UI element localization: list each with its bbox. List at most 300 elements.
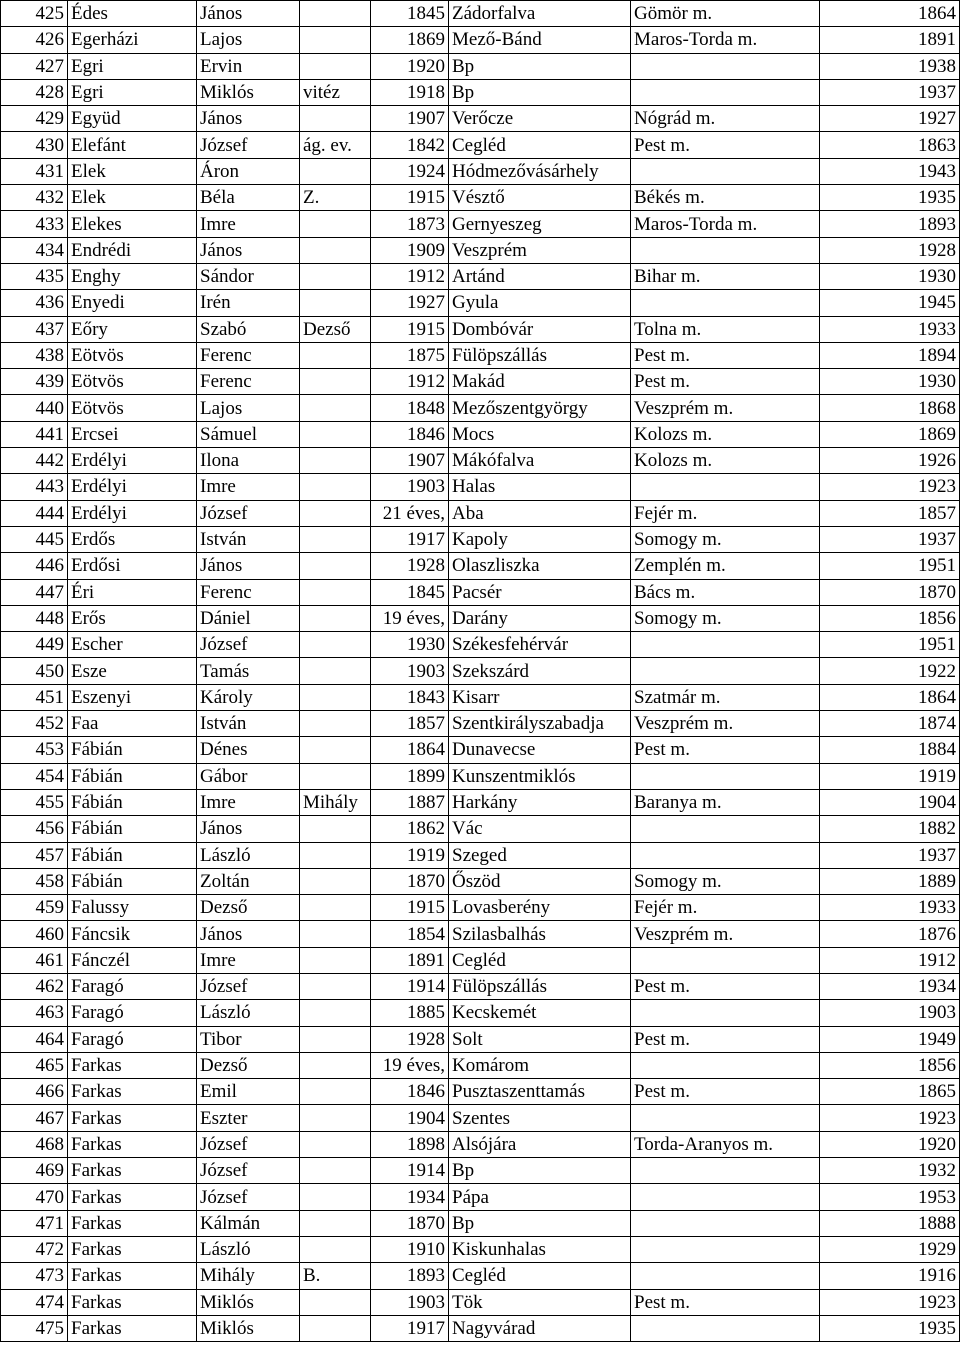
last-name-cell: Farkas: [68, 1289, 197, 1315]
entry-number-cell: 445: [1, 526, 68, 552]
birth-year-cell: 1845: [371, 1, 449, 27]
last-name-cell: Farkas: [68, 1236, 197, 1262]
table-row: [1, 684, 960, 710]
county-cell: Maros-Torda m.: [631, 27, 820, 53]
birth-place-cell: Bp: [449, 53, 631, 79]
birth-place-cell: Szentkirályszabadja: [449, 711, 631, 737]
birth-year-cell: 1912: [371, 369, 449, 395]
year-cell: 1889: [820, 868, 960, 894]
birth-place-cell: Kunszentmiklós: [449, 763, 631, 789]
birth-place-cell: Bp: [449, 1210, 631, 1236]
name-extra-cell: [300, 579, 371, 605]
name-extra-cell: [300, 553, 371, 579]
year-cell: 1891: [820, 27, 960, 53]
first-name-cell: Ilona: [197, 448, 300, 474]
county-cell: Fejér m.: [631, 500, 820, 526]
entry-number-cell: 454: [1, 763, 68, 789]
birth-year-cell: 1924: [371, 158, 449, 184]
name-extra-cell: [300, 106, 371, 132]
birth-place-cell: Szentes: [449, 1105, 631, 1131]
birth-place-cell: Cegléd: [449, 1263, 631, 1289]
year-cell: 1894: [820, 342, 960, 368]
last-name-cell: Elekes: [68, 211, 197, 237]
birth-year-cell: 1845: [371, 579, 449, 605]
birth-place-cell: Gernyeszeg: [449, 211, 631, 237]
birth-place-cell: Kecskemét: [449, 1000, 631, 1026]
name-extra-cell: [300, 290, 371, 316]
last-name-cell: Fábián: [68, 842, 197, 868]
name-extra-cell: ág. ev.: [300, 132, 371, 158]
birth-year-cell: 1918: [371, 79, 449, 105]
last-name-cell: Faragó: [68, 1026, 197, 1052]
name-extra-cell: [300, 816, 371, 842]
year-cell: 1865: [820, 1079, 960, 1105]
table-row: [1, 500, 960, 526]
last-name-cell: Eszenyi: [68, 684, 197, 710]
entry-number-cell: 461: [1, 947, 68, 973]
birth-year-cell: 1862: [371, 816, 449, 842]
first-name-cell: Imre: [197, 947, 300, 973]
birth-place-cell: Pápa: [449, 1184, 631, 1210]
county-cell: Pest m.: [631, 737, 820, 763]
birth-year-cell: 1873: [371, 211, 449, 237]
entry-number-cell: 426: [1, 27, 68, 53]
entry-number-cell: 436: [1, 290, 68, 316]
county-cell: Bihar m.: [631, 263, 820, 289]
first-name-cell: Imre: [197, 474, 300, 500]
table-row: [1, 106, 960, 132]
entry-number-cell: 433: [1, 211, 68, 237]
first-name-cell: Miklós: [197, 1289, 300, 1315]
entry-number-cell: 450: [1, 658, 68, 684]
table-row: [1, 290, 960, 316]
entry-number-cell: 466: [1, 1079, 68, 1105]
birth-place-cell: Kiskunhalas: [449, 1236, 631, 1262]
year-cell: 1869: [820, 421, 960, 447]
birth-year-cell: 1875: [371, 342, 449, 368]
birth-year-cell: 1846: [371, 421, 449, 447]
entry-number-cell: 463: [1, 1000, 68, 1026]
birth-place-cell: Fülöpszállás: [449, 342, 631, 368]
entry-number-cell: 438: [1, 342, 68, 368]
name-extra-cell: [300, 1184, 371, 1210]
name-extra-cell: B.: [300, 1263, 371, 1289]
birth-year-cell: 1930: [371, 632, 449, 658]
county-cell: [631, 1263, 820, 1289]
table-row: [1, 1210, 960, 1236]
name-extra-cell: [300, 1, 371, 27]
year-cell: 1923: [820, 474, 960, 500]
birth-year-cell: 1843: [371, 684, 449, 710]
first-name-cell: Dénes: [197, 737, 300, 763]
table-row: [1, 605, 960, 631]
last-name-cell: Escher: [68, 632, 197, 658]
county-cell: [631, 474, 820, 500]
name-extra-cell: [300, 868, 371, 894]
county-cell: [631, 658, 820, 684]
name-extra-cell: [300, 27, 371, 53]
birth-year-cell: 1854: [371, 921, 449, 947]
year-cell: 1945: [820, 290, 960, 316]
name-extra-cell: [300, 474, 371, 500]
last-name-cell: Esze: [68, 658, 197, 684]
entry-number-cell: 469: [1, 1158, 68, 1184]
last-name-cell: Eötvös: [68, 395, 197, 421]
first-name-cell: János: [197, 816, 300, 842]
last-name-cell: Erdélyi: [68, 448, 197, 474]
name-extra-cell: [300, 158, 371, 184]
first-name-cell: Károly: [197, 684, 300, 710]
last-name-cell: Eőry: [68, 316, 197, 342]
table-row: [1, 763, 960, 789]
birth-year-cell: 1887: [371, 789, 449, 815]
birth-place-cell: Kapoly: [449, 526, 631, 552]
first-name-cell: László: [197, 1236, 300, 1262]
county-cell: [631, 1315, 820, 1341]
entry-number-cell: 440: [1, 395, 68, 421]
name-extra-cell: [300, 842, 371, 868]
table-row: [1, 1263, 960, 1289]
birth-year-cell: 1898: [371, 1131, 449, 1157]
last-name-cell: Farkas: [68, 1052, 197, 1078]
table-row: [1, 737, 960, 763]
name-extra-cell: [300, 632, 371, 658]
entry-number-cell: 471: [1, 1210, 68, 1236]
last-name-cell: Enghy: [68, 263, 197, 289]
name-extra-cell: [300, 263, 371, 289]
name-extra-cell: Dezső: [300, 316, 371, 342]
name-extra-cell: [300, 947, 371, 973]
table-row: [1, 1184, 960, 1210]
birth-year-cell: 1920: [371, 53, 449, 79]
birth-year-cell: 1934: [371, 1184, 449, 1210]
last-name-cell: Erdélyi: [68, 474, 197, 500]
first-name-cell: Mihály: [197, 1263, 300, 1289]
table-row: [1, 1131, 960, 1157]
last-name-cell: Egerházi: [68, 27, 197, 53]
county-cell: [631, 632, 820, 658]
year-cell: 1951: [820, 553, 960, 579]
table-row: [1, 1052, 960, 1078]
birth-place-cell: Olaszliszka: [449, 553, 631, 579]
table-row: [1, 342, 960, 368]
year-cell: 1926: [820, 448, 960, 474]
first-name-cell: István: [197, 711, 300, 737]
table-row: [1, 1026, 960, 1052]
birth-year-cell: 1864: [371, 737, 449, 763]
table-row: [1, 711, 960, 737]
birth-year-cell: 1907: [371, 106, 449, 132]
county-cell: Somogy m.: [631, 868, 820, 894]
birth-year-cell: 1846: [371, 1079, 449, 1105]
county-cell: Pest m.: [631, 973, 820, 999]
entry-number-cell: 467: [1, 1105, 68, 1131]
table-row: [1, 895, 960, 921]
last-name-cell: Faragó: [68, 1000, 197, 1026]
first-name-cell: János: [197, 237, 300, 263]
county-cell: Békés m.: [631, 185, 820, 211]
birth-place-cell: Szilasbalhás: [449, 921, 631, 947]
first-name-cell: Emil: [197, 1079, 300, 1105]
name-extra-cell: [300, 1026, 371, 1052]
birth-year-cell: 1917: [371, 1315, 449, 1341]
last-name-cell: Elek: [68, 158, 197, 184]
table-row: [1, 395, 960, 421]
last-name-cell: Falussy: [68, 895, 197, 921]
birth-place-cell: Halas: [449, 474, 631, 500]
entry-number-cell: 430: [1, 132, 68, 158]
table-row: [1, 1, 960, 27]
county-cell: Veszprém m.: [631, 711, 820, 737]
entry-number-cell: 457: [1, 842, 68, 868]
year-cell: 1888: [820, 1210, 960, 1236]
name-extra-cell: [300, 1079, 371, 1105]
birth-year-cell: 1907: [371, 448, 449, 474]
year-cell: 1935: [820, 1315, 960, 1341]
entry-number-cell: 447: [1, 579, 68, 605]
birth-place-cell: Solt: [449, 1026, 631, 1052]
county-cell: Somogy m.: [631, 605, 820, 631]
table-row: [1, 185, 960, 211]
birth-year-cell: 1903: [371, 658, 449, 684]
name-extra-cell: [300, 1158, 371, 1184]
entry-number-cell: 446: [1, 553, 68, 579]
county-cell: Pest m.: [631, 342, 820, 368]
name-extra-cell: [300, 605, 371, 631]
name-extra-cell: [300, 1105, 371, 1131]
county-cell: [631, 763, 820, 789]
first-name-cell: Ferenc: [197, 369, 300, 395]
first-name-cell: Gábor: [197, 763, 300, 789]
year-cell: 1934: [820, 973, 960, 999]
last-name-cell: Fáncsik: [68, 921, 197, 947]
first-name-cell: János: [197, 106, 300, 132]
name-extra-cell: [300, 1210, 371, 1236]
county-cell: Somogy m.: [631, 526, 820, 552]
table-row: [1, 1158, 960, 1184]
last-name-cell: Farkas: [68, 1131, 197, 1157]
entry-number-cell: 449: [1, 632, 68, 658]
last-name-cell: Fábián: [68, 868, 197, 894]
year-cell: 1893: [820, 211, 960, 237]
entry-number-cell: 474: [1, 1289, 68, 1315]
birth-place-cell: Verőcze: [449, 106, 631, 132]
last-name-cell: Faa: [68, 711, 197, 737]
birth-year-cell: 19 éves,: [371, 1052, 449, 1078]
name-extra-cell: [300, 1131, 371, 1157]
name-extra-cell: [300, 1000, 371, 1026]
first-name-cell: József: [197, 1131, 300, 1157]
birth-year-cell: 1914: [371, 973, 449, 999]
entry-number-cell: 462: [1, 973, 68, 999]
name-extra-cell: [300, 711, 371, 737]
table-row: [1, 421, 960, 447]
birth-year-cell: 1891: [371, 947, 449, 973]
name-extra-cell: vitéz: [300, 79, 371, 105]
first-name-cell: László: [197, 842, 300, 868]
birth-place-cell: Veszprém: [449, 237, 631, 263]
entry-number-cell: 431: [1, 158, 68, 184]
year-cell: 1953: [820, 1184, 960, 1210]
birth-year-cell: 1915: [371, 316, 449, 342]
first-name-cell: József: [197, 1184, 300, 1210]
birth-place-cell: Pusztaszenttamás: [449, 1079, 631, 1105]
first-name-cell: Kálmán: [197, 1210, 300, 1236]
birth-year-cell: 1915: [371, 185, 449, 211]
table-row: [1, 1289, 960, 1315]
first-name-cell: József: [197, 500, 300, 526]
county-cell: Torda-Aranyos m.: [631, 1131, 820, 1157]
entry-number-cell: 456: [1, 816, 68, 842]
county-cell: Veszprém m.: [631, 921, 820, 947]
year-cell: 1874: [820, 711, 960, 737]
year-cell: 1937: [820, 842, 960, 868]
last-name-cell: Együd: [68, 106, 197, 132]
county-cell: Kolozs m.: [631, 448, 820, 474]
birth-year-cell: 1885: [371, 1000, 449, 1026]
last-name-cell: Egri: [68, 53, 197, 79]
birth-place-cell: Tök: [449, 1289, 631, 1315]
county-cell: Tolna m.: [631, 316, 820, 342]
birth-year-cell: 1917: [371, 526, 449, 552]
entry-number-cell: 443: [1, 474, 68, 500]
county-cell: [631, 237, 820, 263]
name-extra-cell: [300, 395, 371, 421]
name-extra-cell: [300, 1315, 371, 1341]
name-extra-cell: [300, 526, 371, 552]
county-cell: [631, 1105, 820, 1131]
last-name-cell: Enyedi: [68, 290, 197, 316]
birth-place-cell: Cegléd: [449, 132, 631, 158]
last-name-cell: Fábián: [68, 737, 197, 763]
table-row: [1, 1105, 960, 1131]
year-cell: 1930: [820, 263, 960, 289]
last-name-cell: Fábián: [68, 763, 197, 789]
year-cell: 1903: [820, 1000, 960, 1026]
last-name-cell: Farkas: [68, 1210, 197, 1236]
county-cell: [631, 1052, 820, 1078]
first-name-cell: Áron: [197, 158, 300, 184]
first-name-cell: Dezső: [197, 895, 300, 921]
entry-number-cell: 448: [1, 605, 68, 631]
year-cell: 1922: [820, 658, 960, 684]
entry-number-cell: 470: [1, 1184, 68, 1210]
first-name-cell: Ferenc: [197, 579, 300, 605]
table-row: [1, 316, 960, 342]
birth-year-cell: 1912: [371, 263, 449, 289]
last-name-cell: Faragó: [68, 973, 197, 999]
birth-place-cell: Dunavecse: [449, 737, 631, 763]
year-cell: 1868: [820, 395, 960, 421]
birth-year-cell: 1909: [371, 237, 449, 263]
entry-number-cell: 464: [1, 1026, 68, 1052]
name-extra-cell: [300, 500, 371, 526]
birth-year-cell: 1928: [371, 1026, 449, 1052]
last-name-cell: Erdélyi: [68, 500, 197, 526]
entry-number-cell: 472: [1, 1236, 68, 1262]
first-name-cell: Béla: [197, 185, 300, 211]
first-name-cell: Dezső: [197, 1052, 300, 1078]
entry-number-cell: 442: [1, 448, 68, 474]
year-cell: 1937: [820, 526, 960, 552]
name-extra-cell: [300, 684, 371, 710]
last-name-cell: Farkas: [68, 1158, 197, 1184]
birth-place-cell: Komárom: [449, 1052, 631, 1078]
entry-number-cell: 460: [1, 921, 68, 947]
county-cell: [631, 79, 820, 105]
birth-place-cell: Székesfehérvár: [449, 632, 631, 658]
county-cell: Szatmár m.: [631, 684, 820, 710]
birth-place-cell: Alsójára: [449, 1131, 631, 1157]
county-cell: [631, 1210, 820, 1236]
birth-place-cell: Mákófalva: [449, 448, 631, 474]
birth-place-cell: Nagyvárad: [449, 1315, 631, 1341]
birth-place-cell: Fülöpszállás: [449, 973, 631, 999]
first-name-cell: Miklós: [197, 79, 300, 105]
county-cell: Pest m.: [631, 369, 820, 395]
table-row: [1, 658, 960, 684]
county-cell: [631, 53, 820, 79]
last-name-cell: Eötvös: [68, 369, 197, 395]
last-name-cell: Endrédi: [68, 237, 197, 263]
table-row: [1, 448, 960, 474]
year-cell: 1864: [820, 1, 960, 27]
entry-number-cell: 475: [1, 1315, 68, 1341]
first-name-cell: Lajos: [197, 27, 300, 53]
last-name-cell: Fánczél: [68, 947, 197, 973]
birth-year-cell: 1927: [371, 290, 449, 316]
birth-place-cell: Bp: [449, 1158, 631, 1184]
table-row: [1, 816, 960, 842]
first-name-cell: Ferenc: [197, 342, 300, 368]
year-cell: 1876: [820, 921, 960, 947]
year-cell: 1929: [820, 1236, 960, 1262]
birth-place-cell: Őszöd: [449, 868, 631, 894]
table-row: [1, 1236, 960, 1262]
county-cell: Pest m.: [631, 1026, 820, 1052]
table-row: [1, 158, 960, 184]
last-name-cell: Farkas: [68, 1184, 197, 1210]
year-cell: 1923: [820, 1289, 960, 1315]
county-cell: Zemplén m.: [631, 553, 820, 579]
county-cell: Fejér m.: [631, 895, 820, 921]
entry-number-cell: 444: [1, 500, 68, 526]
last-name-cell: Farkas: [68, 1315, 197, 1341]
county-cell: [631, 816, 820, 842]
first-name-cell: János: [197, 1, 300, 27]
birth-place-cell: Mocs: [449, 421, 631, 447]
first-name-cell: Eszter: [197, 1105, 300, 1131]
year-cell: 1927: [820, 106, 960, 132]
year-cell: 1943: [820, 158, 960, 184]
county-cell: Pest m.: [631, 132, 820, 158]
county-cell: [631, 1158, 820, 1184]
table-row: [1, 369, 960, 395]
entry-number-cell: 451: [1, 684, 68, 710]
name-extra-cell: [300, 421, 371, 447]
last-name-cell: Egri: [68, 79, 197, 105]
birth-year-cell: 21 éves,: [371, 500, 449, 526]
birth-year-cell: 1848: [371, 395, 449, 421]
birth-year-cell: 1903: [371, 1289, 449, 1315]
name-extra-cell: [300, 369, 371, 395]
birth-place-cell: Mező-Bánd: [449, 27, 631, 53]
year-cell: 1870: [820, 579, 960, 605]
first-name-cell: Lajos: [197, 395, 300, 421]
first-name-cell: Tibor: [197, 1026, 300, 1052]
last-name-cell: Farkas: [68, 1079, 197, 1105]
year-cell: 1912: [820, 947, 960, 973]
